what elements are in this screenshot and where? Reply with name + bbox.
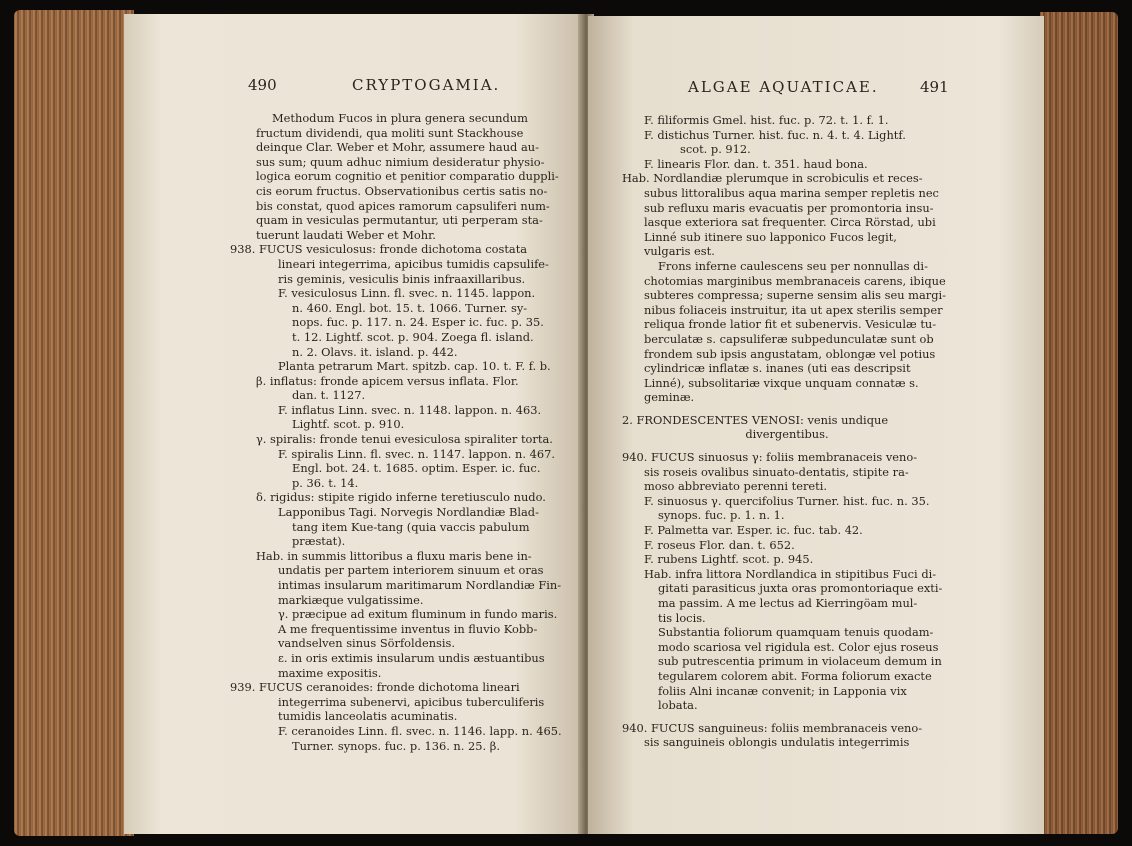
text-line: Lightf. scot. p. 910. (292, 417, 405, 432)
text-line: bis constat, quod apices ramorum capsuliferi num- (256, 198, 550, 213)
left-page-edges (14, 10, 134, 836)
text-line: fructum dividendi, qua moliti sunt Stackhouse (256, 125, 524, 140)
text-line: cis eorum fructus. Observationibus certis satis no- (256, 183, 548, 198)
text-line: F. sinuosus γ. quercifolius Turner. hist. fuc. n. 35. (644, 493, 930, 508)
text-line: A me frequentissime inventus in fluvio Kobb- (278, 621, 538, 636)
text-line: t. 12. Lightf. scot. p. 904. Zoega fl. island. (292, 329, 534, 344)
text-line: ma passim. A me lectus ad Kierringöam mul- (658, 596, 918, 610)
text-line: F. inflatus Linn. svec. n. 1148. lappon. n. 463. (278, 402, 542, 417)
text-line: lineari integerrima, apicibus tumidis capsulife- (278, 256, 549, 271)
text-line: subteres compressa; superne sensim alis seu margi- (644, 288, 946, 303)
text-line: integerrima subenervi, apicibus tuberculiferis (278, 694, 545, 709)
left-page-number: 490 (248, 76, 277, 94)
left-page (124, 14, 584, 834)
text-line: synops. fuc. p. 1. n. 1. (658, 508, 785, 523)
text-line: sis roseis ovalibus sinuato-dentatis, stipite ra- (644, 464, 909, 479)
text-line: γ. spiralis: fronde tenui evesiculosa spiraliter torta. (256, 432, 553, 447)
text-line: geminæ. (644, 390, 695, 405)
text-line: vulgaris est. (644, 244, 715, 259)
text-line: nibus foliaceis instruitur, ita ut apex sterilis semper (644, 302, 943, 317)
right-page (588, 16, 1044, 834)
text-line: Lapponibus Tagi. Norvegis Nordlandiæ Blad- (278, 505, 539, 520)
text-line: markiæque vulgatissime. (278, 592, 424, 607)
text-line: maxime expositis. (278, 665, 382, 680)
text-line: quam in vesiculas permutantur, uti perperam sta- (256, 213, 543, 228)
species-heading: 938. FUCUS vesiculosus: fronde dichotoma costata (230, 242, 528, 257)
text-line: F. rubens Lightf. scot. p. 945. (644, 552, 814, 567)
text-line: tumidis lanceolatis acuminatis. (278, 709, 458, 724)
text-line: Linné), subsolitariæ vixque unquam connatæ s. (644, 375, 919, 390)
right-page-edges (1040, 12, 1118, 834)
right-running-head: ALGAE AQUATICAE. (688, 78, 879, 96)
text-line: F. Palmetta var. Esper. ic. fuc. tab. 42. (644, 523, 863, 538)
text-line: Hab. in summis littoribus a fluxu maris bene in- (256, 548, 532, 563)
left-body-text (230, 111, 574, 753)
text-line: reliqua fronde latior fit et subenervis. Vesiculæ tu- (644, 317, 937, 332)
text-line: F. filiformis Gmel. hist. fuc. p. 72. t. 1. f. 1. (644, 113, 889, 127)
text-line: Turner. synops. fuc. p. 136. n. 25. β. (292, 738, 500, 753)
left-running-head: CRYPTOGAMIA. (352, 76, 501, 94)
text-line: Planta petrarum Mart. spitzb. cap. 10. t. F. f. b. (278, 359, 551, 374)
text-line: sis sanguineis oblongis undulatis integerrimis (644, 735, 910, 750)
text-line: Linné sub itinere suo lapponico Fucos legit, (644, 229, 897, 244)
text-line: gitati parasiticus juxta oras promontoriaque exti- (658, 581, 943, 596)
text-line: undatis per partem interiorem sinuum et oras (278, 563, 544, 578)
text-line: moso abbreviato perenni tereti. (644, 479, 827, 494)
text-line: Substantia foliorum quamquam tenuis quodam- (658, 625, 934, 640)
text-line: tuerunt laudati Weber et Mohr. (256, 227, 436, 242)
text-line: chotomias marginibus membranaceis carens, ibique (644, 273, 946, 288)
text-line: F. vesiculosus Linn. fl. svec. n. 1145. lappon. (278, 286, 536, 301)
text-line: scot. p. 912. (680, 142, 751, 157)
text-line: vandselven sinus Sörfoldensis. (278, 636, 455, 651)
text-line: δ. rigidus: stipite rigido inferne teretiusculo nudo. (256, 490, 546, 505)
text-line: frondem sub ipsis angustatam, oblongæ vel potius (644, 346, 936, 361)
text-line: Hab. Nordlandiæ plerumque in scrobiculis et reces- (622, 171, 923, 186)
text-line: tis locis. (658, 610, 706, 625)
text-line: F. distichus Turner. hist. fuc. n. 4. t. 4. Lightf. (644, 127, 906, 142)
text-line: β. inflatus: fronde apicem versus inflata. Flor. (256, 373, 519, 388)
text-line: p. 36. t. 14. (292, 475, 359, 490)
species-heading: 940. FUCUS sanguineus: foliis membranaceis veno- (622, 720, 923, 735)
text-line: Methodum Fucos in plura genera secundum (272, 111, 528, 125)
text-line: Hab. infra littora Nordlandica in stipitibus Fuci di- (644, 566, 937, 581)
right-page-number: 491 (920, 78, 949, 96)
text-line: lasque exteriora sat frequenter. Circa Rörstad, ubi (644, 215, 936, 230)
text-line: sus sum; quum adhuc nimium desideratur physio- (256, 154, 545, 169)
text-line: subus littoralibus aqua marina semper repletis nec (644, 185, 939, 200)
text-line: intimas insularum maritimarum Nordlandiæ Fin- (278, 578, 562, 592)
text-line: Frons inferne caulescens seu per nonnullas di- (658, 258, 928, 273)
section-heading: 2. FRONDESCENTES VENOSI: venis undique (622, 412, 889, 427)
species-heading: 939. FUCUS ceranoides: fronde dichotoma lineari (230, 680, 520, 695)
text-line: ε. in oris extimis insularum undis æstuantibus (278, 650, 545, 665)
text-line: cylindricæ inflatæ s. inanes (uti eas descripsit (644, 361, 911, 376)
text-line: divergentibus. (745, 427, 829, 442)
text-line: dan. t. 1127. (292, 388, 366, 403)
text-line: sub putrescentia primum in violaceum demum in (658, 654, 942, 669)
right-body-text (622, 113, 952, 750)
text-line: modo scariosa vel rigidula est. Color ejus roseus (658, 639, 939, 654)
text-line: F. spiralis Linn. fl. svec. n. 1147. lappon. n. 467. (278, 446, 555, 461)
text-line: γ. præcipue ad exitum fluminum in fundo maris. (278, 607, 558, 622)
text-line: præstat). (292, 534, 346, 549)
text-line: sub refluxu maris evacuatis per promontoria insu- (644, 200, 934, 215)
text-line: berculatæ s. capsuliferæ subpedunculatæ sunt ob (644, 331, 934, 346)
text-line: tang item Kue-tang (quia vaccis pabulum (292, 519, 530, 534)
text-line: foliis Alni incanæ convenit; in Lapponia vix (658, 683, 907, 698)
text-line: lobata. (658, 698, 698, 713)
text-line: F. ceranoides Linn. fl. svec. n. 1146. lapp. n. 465. (278, 723, 562, 738)
text-line: logica eorum cognitio et penitior comparatio duppli- (256, 169, 559, 184)
text-line: n. 2. Olavs. it. island. p. 442. (292, 344, 458, 359)
text-line: Engl. bot. 24. t. 1685. optim. Esper. ic. fuc. (292, 461, 541, 476)
text-line: nops. fuc. p. 117. n. 24. Esper ic. fuc. p. 35. (292, 315, 544, 330)
text-line: tegularem colorem abit. Forma foliorum exacte (658, 668, 932, 683)
text-line: n. 460. Engl. bot. 15. t. 1066. Turner. sy- (292, 300, 528, 315)
text-line: ris geminis, vesiculis binis infraaxillaribus. (278, 271, 526, 286)
text-line: deinque Clar. Weber et Mohr, assumere haud au- (256, 140, 539, 155)
species-heading: 940. FUCUS sinuosus γ: foliis membranaceis veno- (622, 450, 918, 465)
text-line: F. linearis Flor. dan. t. 351. haud bona. (644, 156, 868, 171)
text-line: F. roseus Flor. dan. t. 652. (644, 537, 795, 552)
